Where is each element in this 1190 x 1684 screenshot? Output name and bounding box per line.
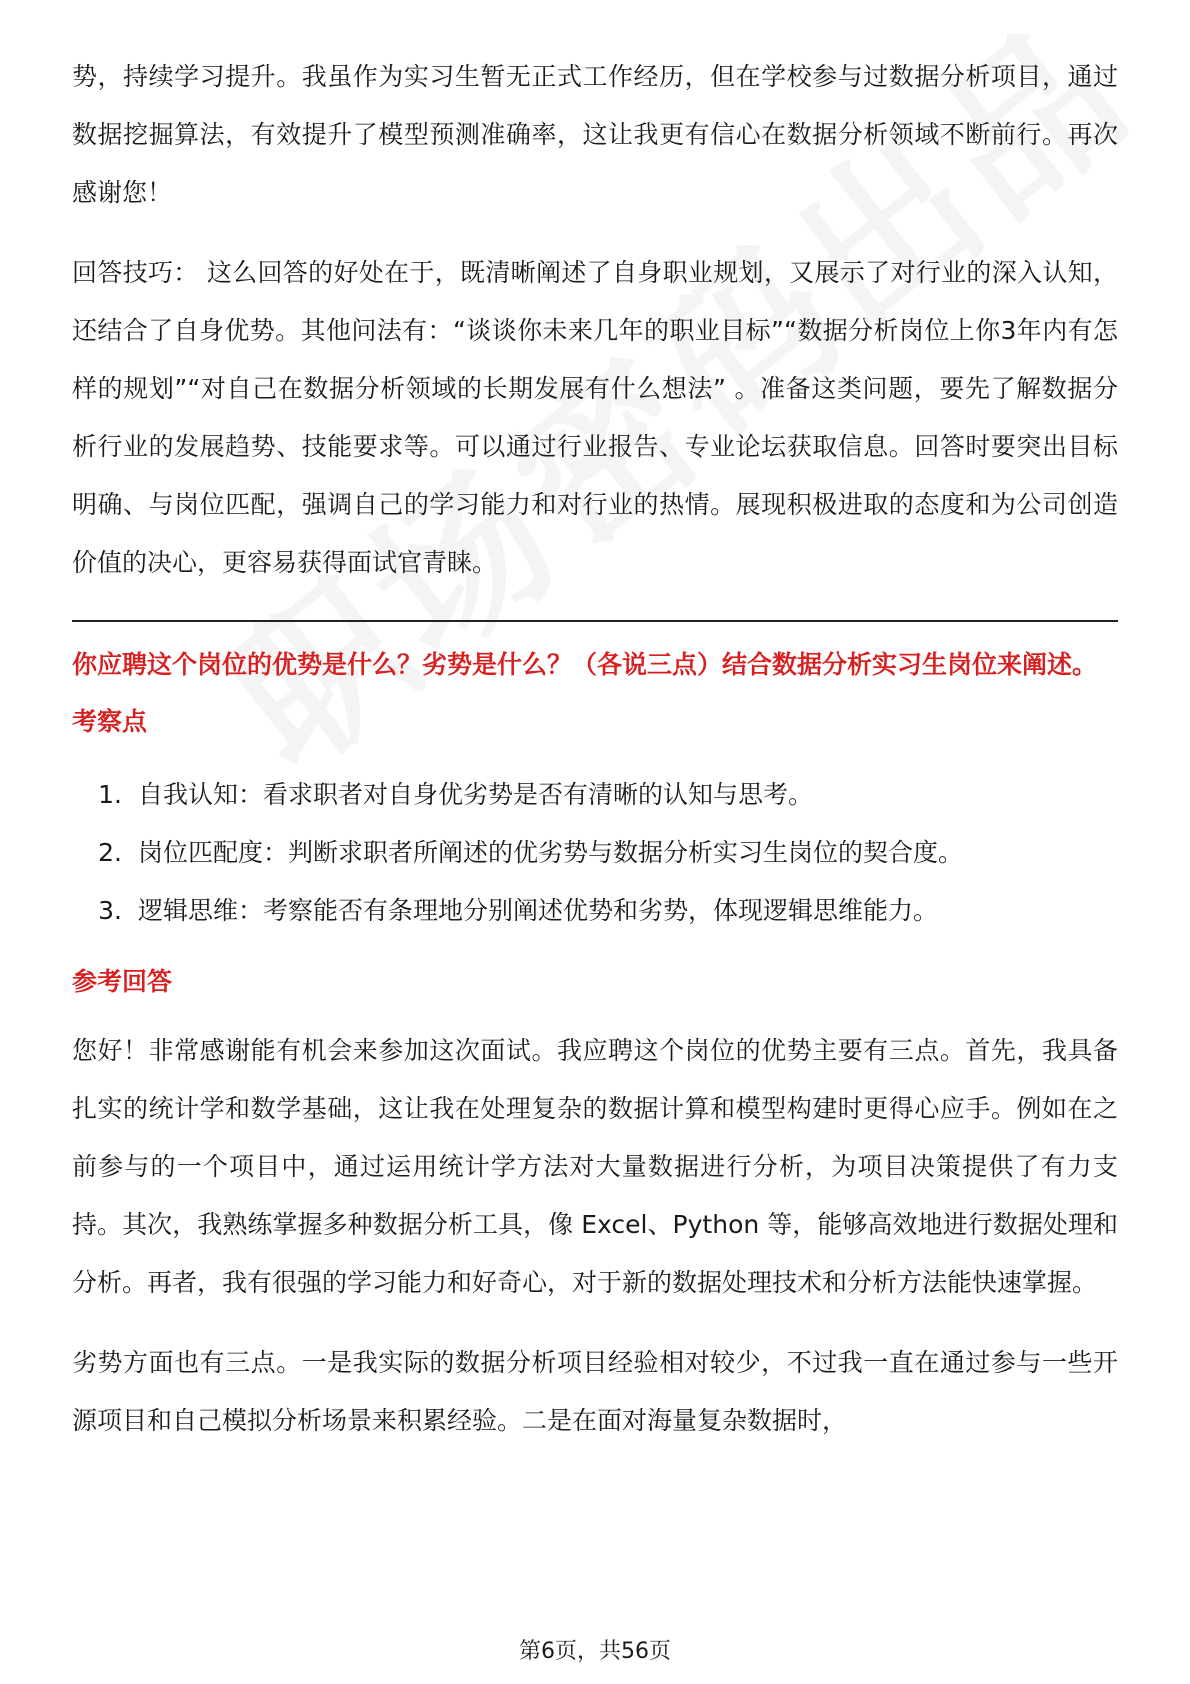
section-heading-points: 考察点 xyxy=(72,707,148,736)
question-title: 你应聘这个岗位的优势是什么？劣势是什么？（各说三点）结合数据分析实习生岗位来阐述。 xyxy=(72,650,1098,679)
intro-paragraph: 势，持续学习提升。我虽作为实习生暂无正式工作经历，但在学校参与过数据分析项目，通过数据挖掘算法，有效提升了模型预测准确率，这让我更有信心在数据分析领域不断前行。再次感谢您！ xyxy=(72,62,1118,207)
tips-paragraph: 回答技巧： 这么回答的好处在于，既清晰阐述了自身职业规划，又展示了对行业的深入认知，还结合了自身优势。其他问法有：“谈谈你未来几年的职业目标”“数据分析岗位上你3年内有怎样的规划”“对自己在数据分析领域的长期发展有什么想法” 。准备这类问题，要先了解数据分析行业的发展趋势、技能要求等。可以通过行业报告、专业论坛获取信息。回答时要突出目标明确、与岗位匹配，强调自己的学习能力和对行业的热情。展现积极进取的态度和为公司创造价值的决心，更容易获得面试官青睐。 xyxy=(72,258,1118,577)
page-content xyxy=(72,48,1118,1450)
points-list xyxy=(72,766,1118,940)
list-item-text: 岗位匹配度：判断求职者所阐述的优劣势与数据分析实习生岗位的契合度。 xyxy=(138,838,964,867)
answer-paragraph-2: 劣势方面也有三点。一是我实际的数据分析项目经验相对较少，不过我一直在通过参与一些开源项目和自己模拟分析场景来积累经验。二是在面对海量复杂数据时， xyxy=(72,1348,1118,1435)
list-item xyxy=(72,824,1118,882)
list-item-text: 自我认知：看求职者对自身优劣势是否有清晰的认知与思考。 xyxy=(138,780,814,809)
list-item-number: 2. xyxy=(98,838,122,867)
list-item-text: 逻辑思维：考察能否有条理地分别阐述优势和劣势，体现逻辑思维能力。 xyxy=(138,896,939,925)
section-heading-answer: 参考回答 xyxy=(72,967,173,996)
section-divider xyxy=(72,620,1118,622)
list-item-number: 3. xyxy=(98,896,122,925)
list-item xyxy=(72,882,1118,940)
list-item xyxy=(72,766,1118,824)
answer-paragraph-1: 您好！非常感谢能有机会来参加这次面试。我应聘这个岗位的优势主要有三点。首先，我具备扎实的统计学和数学基础，这让我在处理复杂的数据计算和模型构建时更得心应手。例如在之前参与的一个项目中，通过运用统计学方法对大量数据进行分析，为项目决策提供了有力支持。其次，我熟练掌握多种数据分析工具，像 Excel、Python 等，能够高效地进行数据处理和分析。再者，我有很强的学习能力和好奇心，对于新的数据处理技术和分析方法能快速掌握。 xyxy=(72,1036,1118,1297)
list-item-number: 1. xyxy=(98,780,122,809)
page-footer: 第6页，共56页 xyxy=(519,1639,671,1664)
